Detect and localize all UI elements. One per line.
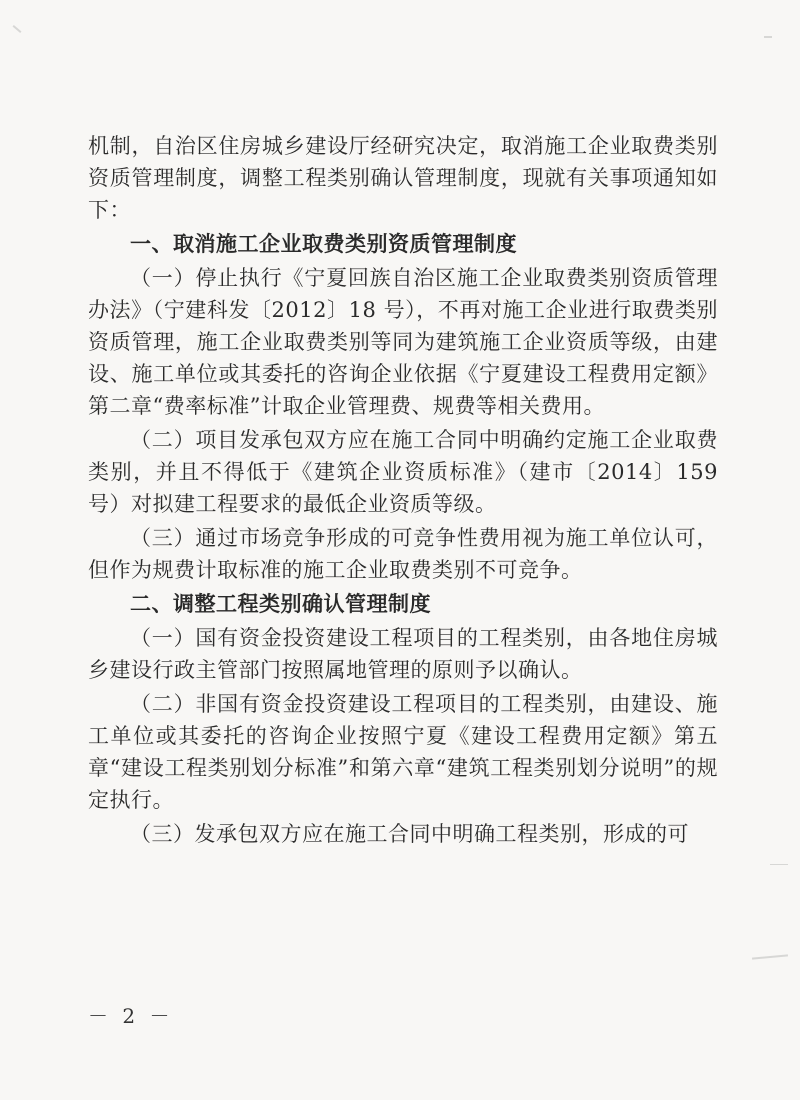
scan-artifact [764, 36, 772, 38]
paragraph-1-2: （二）项目发承包双方应在施工合同中明确约定施工企业取费类别，并且不得低于《建筑企业资质标准》（建市〔2014〕159 号）对拟建工程要求的最低企业资质等级。 [88, 428, 718, 516]
scan-artifact [752, 954, 788, 959]
paragraph-1-1: （一）停止执行《宁夏回族自治区施工企业取费类别资质管理办法》（宁建科发〔2012〕18 号），不再对施工企业进行取费类别资质管理，施工企业取费类别等同为建筑施工企业资质等级，由建设、施工单位或其委托的咨询企业依据《宁夏建设工程费用定额》第二章“费率标准”计取企业管理费、规费等相关费用。 [88, 266, 718, 418]
section-heading-2: 二、调整工程类别确认管理制度 [130, 591, 431, 616]
scan-artifact [770, 864, 788, 865]
paragraph-1-3: （三）通过市场竞争形成的可竞争性费用视为施工单位认可，但作为规费计取标准的施工企业取费类别不可竞争。 [88, 526, 718, 582]
document-body [88, 130, 718, 850]
section-heading-1: 一、取消施工企业取费类别资质管理制度 [130, 231, 517, 256]
paragraph-2-2: （二）非国有资金投资建设工程项目的工程类别，由建设、施工单位或其委托的咨询企业按照宁夏《建设工程费用定额》第五章“建设工程类别划分标准”和第六章“建筑工程类别划分说明”的规定执行。 [88, 692, 718, 812]
paragraph-2-3: （三）发承包双方应在施工合同中明确工程类别，形成的可 [130, 822, 689, 846]
paragraph-2-1: （一）国有资金投资建设工程项目的工程类别，由各地住房城乡建设行政主管部门按照属地管理的原则予以确认。 [88, 626, 718, 682]
page-number: － 2 － [88, 1004, 174, 1028]
scan-artifact [13, 25, 22, 33]
paragraph-continuation: 机制，自治区住房城乡建设厅经研究决定，取消施工企业取费类别资质管理制度，调整工程类别确认管理制度，现就有关事项通知如下： [88, 134, 718, 222]
